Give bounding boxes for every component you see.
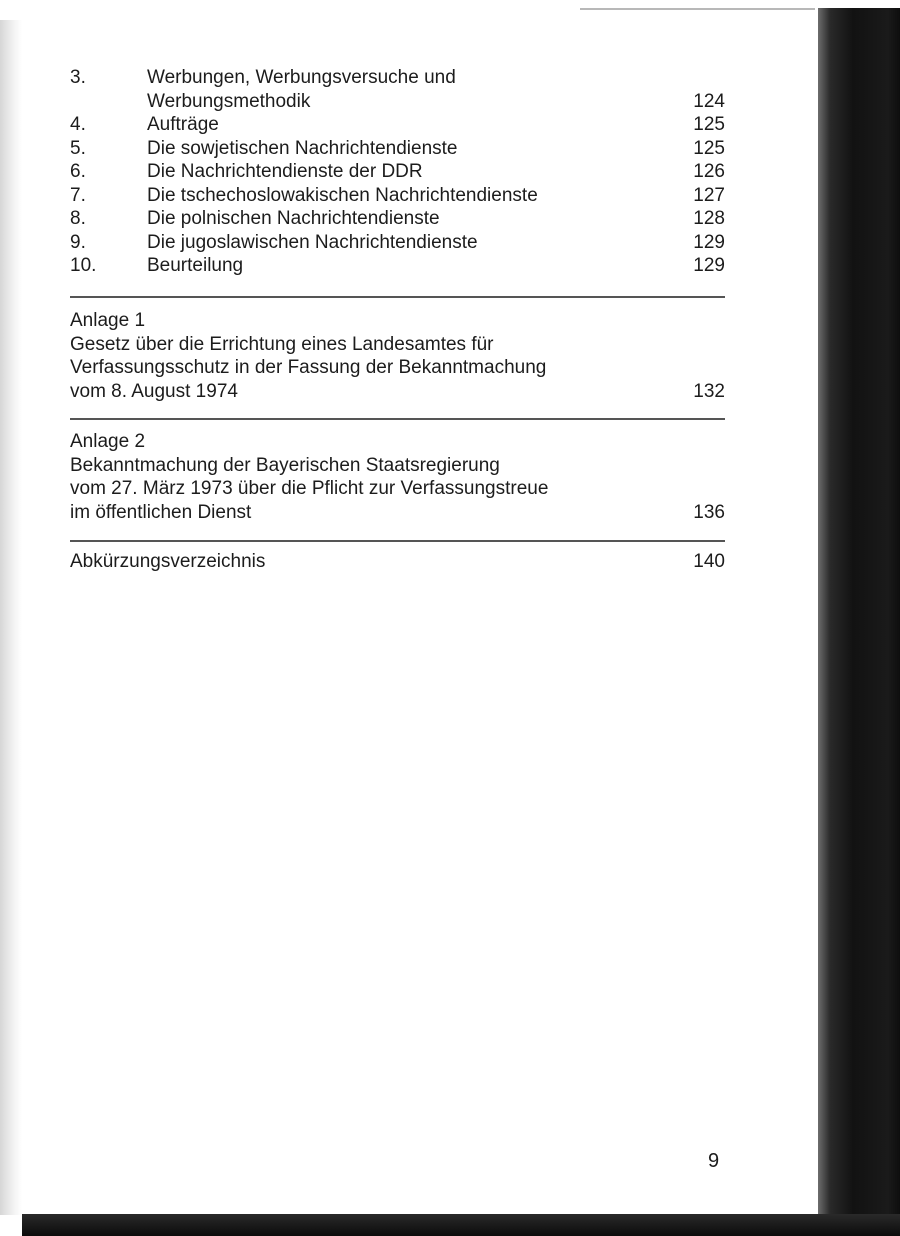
entry-page: 129 xyxy=(693,231,725,253)
toc-entry xyxy=(70,113,725,137)
anlage-last-line xyxy=(70,380,725,404)
toc-numbered-list xyxy=(70,66,725,278)
toc-abbreviations xyxy=(70,550,725,574)
entry-number: 6. xyxy=(70,161,86,182)
entry-title: Beurteilung xyxy=(147,255,244,276)
entry-title-line: Werbungen, Werbungsversuche und xyxy=(147,67,456,88)
entry-page: 127 xyxy=(693,184,725,206)
entry-number: 8. xyxy=(70,208,86,229)
anlage-title-line: im öffentlichen Dienst xyxy=(70,501,252,523)
anlage-title-line: vom 27. März 1973 über die Pflicht zur Verfassungstreue xyxy=(70,478,549,499)
anlage-title-line: vom 8. August 1974 xyxy=(70,380,238,402)
divider-rule xyxy=(70,296,725,298)
entry-number: 7. xyxy=(70,184,86,206)
entry-title: Die sowjetischen Nachrichtendienste xyxy=(147,137,458,159)
toc-entry xyxy=(70,550,725,574)
entry-title: Abkürzungsverzeichnis xyxy=(70,551,266,572)
anlage-title-line: Bekanntmachung der Bayerischen Staatsregierung xyxy=(70,454,500,476)
toc-entry xyxy=(70,207,725,231)
entry-number: 5. xyxy=(70,137,86,159)
page-number: 9 xyxy=(708,1150,720,1172)
divider-rule xyxy=(70,540,725,542)
toc-anlage-2 xyxy=(70,430,725,524)
entry-title: Die polnischen Nachrichtendienste xyxy=(147,208,440,229)
anlage-title-line: Verfassungsschutz in der Fassung der Bekanntmachung xyxy=(70,357,547,378)
anlage-heading: Anlage 2 xyxy=(70,431,146,452)
entry-page: 136 xyxy=(693,501,725,523)
toc-entry xyxy=(70,254,725,278)
entry-title xyxy=(147,66,665,113)
anlage-title-line: Gesetz über die Errichtung eines Landesamtes für xyxy=(70,333,494,355)
entry-page: 129 xyxy=(693,255,725,276)
entry-page-number: 124 xyxy=(693,90,725,112)
entry-number: 4. xyxy=(70,114,86,135)
top-edge-line xyxy=(580,8,815,10)
entry-title: Die tschechoslowakischen Nachrichtendienste xyxy=(147,184,538,206)
entry-page: 126 xyxy=(693,161,725,182)
entry-number: 3. xyxy=(70,67,86,88)
page-gutter-shadow xyxy=(0,20,22,1215)
toc-entry xyxy=(70,231,725,255)
entry-number: 10. xyxy=(70,255,97,276)
anlage-last-line xyxy=(70,501,725,525)
entry-page: 140 xyxy=(693,551,725,572)
entry-page: 132 xyxy=(693,380,725,402)
entry-title-line: Werbungsmethodik xyxy=(147,90,311,112)
divider-rule xyxy=(70,418,725,420)
entry-title: Die Nachrichtendienste der DDR xyxy=(147,161,423,182)
entry-page: 125 xyxy=(693,137,725,159)
entry-page: 128 xyxy=(693,208,725,229)
toc-entry xyxy=(70,184,725,208)
toc-entry xyxy=(70,66,725,113)
bottom-edge-shadow xyxy=(22,1214,900,1236)
entry-title: Aufträge xyxy=(147,114,219,135)
entry-page: 125 xyxy=(693,114,725,135)
entry-number: 9. xyxy=(70,231,86,253)
toc-entry xyxy=(70,137,725,161)
toc-anlage-1 xyxy=(70,309,725,403)
entry-page xyxy=(665,66,725,113)
book-spine-shadow xyxy=(818,8,900,1216)
toc-entry xyxy=(70,160,725,184)
entry-title: Die jugoslawischen Nachrichtendienste xyxy=(147,231,478,253)
anlage-heading: Anlage 1 xyxy=(70,310,146,331)
